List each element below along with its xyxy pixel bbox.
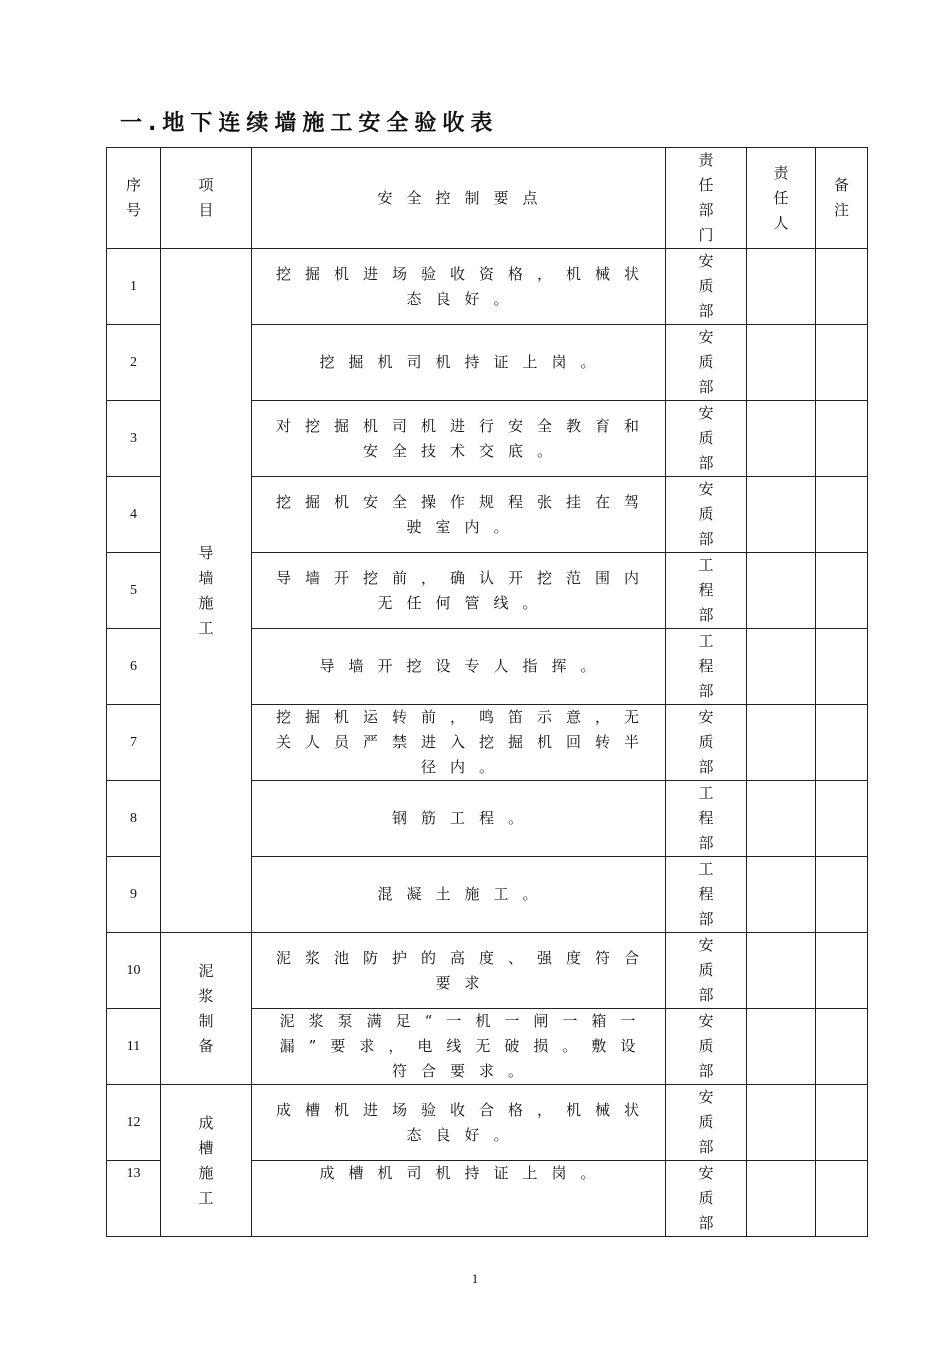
row-person[interactable]	[747, 933, 816, 1009]
row-dept: 工程部	[666, 857, 747, 933]
row-person[interactable]	[747, 781, 816, 857]
row-remark[interactable]	[816, 1161, 868, 1237]
header-project: 项目	[161, 148, 252, 249]
row-number: 10	[107, 933, 161, 1009]
row-dept: 安质部	[666, 325, 747, 401]
row-text: 钢筋工程。	[252, 781, 666, 857]
row-person[interactable]	[747, 705, 816, 781]
row-text: 成槽机司机持证上岗。	[252, 1161, 666, 1237]
table-row	[107, 249, 868, 325]
row-dept: 工程部	[666, 629, 747, 705]
row-person[interactable]	[747, 325, 816, 401]
row-number: 6	[107, 629, 161, 705]
table-row	[107, 1085, 868, 1161]
row-number: 5	[107, 553, 161, 629]
row-person[interactable]	[747, 629, 816, 705]
row-person[interactable]	[747, 857, 816, 933]
row-remark[interactable]	[816, 249, 868, 325]
row-number: 2	[107, 325, 161, 401]
row-person[interactable]	[747, 1161, 816, 1237]
row-remark[interactable]	[816, 1085, 868, 1161]
row-remark[interactable]	[816, 1009, 868, 1085]
row-person[interactable]	[747, 477, 816, 553]
row-number: 1	[107, 249, 161, 325]
row-dept: 安质部	[666, 1161, 747, 1237]
row-number: 11	[107, 1009, 161, 1085]
safety-acceptance-table	[106, 147, 868, 1237]
page-title: 一.地下连续墙施工安全验收表	[120, 111, 499, 136]
group-label: 泥浆制备	[161, 933, 252, 1085]
row-number: 4	[107, 477, 161, 553]
group-label: 导墙施工	[161, 249, 252, 933]
row-remark[interactable]	[816, 477, 868, 553]
row-dept: 安质部	[666, 705, 747, 781]
row-person[interactable]	[747, 553, 816, 629]
table-header-row	[107, 148, 868, 249]
row-remark[interactable]	[816, 629, 868, 705]
row-remark[interactable]	[816, 325, 868, 401]
row-text: 泥浆池防护的高度、强度符合要求	[252, 933, 666, 1009]
row-remark[interactable]	[816, 705, 868, 781]
row-dept: 工程部	[666, 781, 747, 857]
row-number: 12	[107, 1085, 161, 1161]
row-number: 8	[107, 781, 161, 857]
row-remark[interactable]	[816, 401, 868, 477]
header-seq: 序号	[107, 148, 161, 249]
header-dept: 责任部门	[666, 148, 747, 249]
row-dept: 安质部	[666, 249, 747, 325]
row-text: 挖掘机进场验收资格，机械状态良好。	[252, 249, 666, 325]
row-number: 9	[107, 857, 161, 933]
row-text: 挖掘机运转前，鸣笛示意，无关人员严禁进入挖掘机回转半径内。	[252, 705, 666, 781]
group-label: 成槽施工	[161, 1085, 252, 1237]
row-text: 混凝土施工。	[252, 857, 666, 933]
row-person[interactable]	[747, 401, 816, 477]
row-remark[interactable]	[816, 553, 868, 629]
row-number: 13	[107, 1161, 161, 1237]
row-text: 导墙开挖前，确认开挖范围内无任何管线。	[252, 553, 666, 629]
row-text: 挖掘机安全操作规程张挂在驾驶室内。	[252, 477, 666, 553]
row-number: 3	[107, 401, 161, 477]
row-person[interactable]	[747, 1085, 816, 1161]
header-remark: 备注	[816, 148, 868, 249]
row-dept: 安质部	[666, 933, 747, 1009]
row-text: 挖掘机司机持证上岗。	[252, 325, 666, 401]
row-number: 7	[107, 705, 161, 781]
header-points: 安全控制要点	[252, 148, 666, 249]
row-remark[interactable]	[816, 781, 868, 857]
row-remark[interactable]	[816, 857, 868, 933]
header-person: 责任人	[747, 148, 816, 249]
row-dept: 安质部	[666, 1085, 747, 1161]
page-number: 1	[471, 1271, 479, 1286]
table-row	[107, 933, 868, 1009]
row-dept: 安质部	[666, 1009, 747, 1085]
row-person[interactable]	[747, 1009, 816, 1085]
row-dept: 工程部	[666, 553, 747, 629]
row-text: 泥浆泵满足“一机一闸一箱一漏”要求，电线无破损。敷设符合要求。	[252, 1009, 666, 1085]
row-person[interactable]	[747, 249, 816, 325]
row-dept: 安质部	[666, 477, 747, 553]
row-text: 对挖掘机司机进行安全教育和安全技术交底。	[252, 401, 666, 477]
row-dept: 安质部	[666, 401, 747, 477]
row-text: 成槽机进场验收合格，机械状态良好。	[252, 1085, 666, 1161]
row-remark[interactable]	[816, 933, 868, 1009]
row-text: 导墙开挖设专人指挥。	[252, 629, 666, 705]
